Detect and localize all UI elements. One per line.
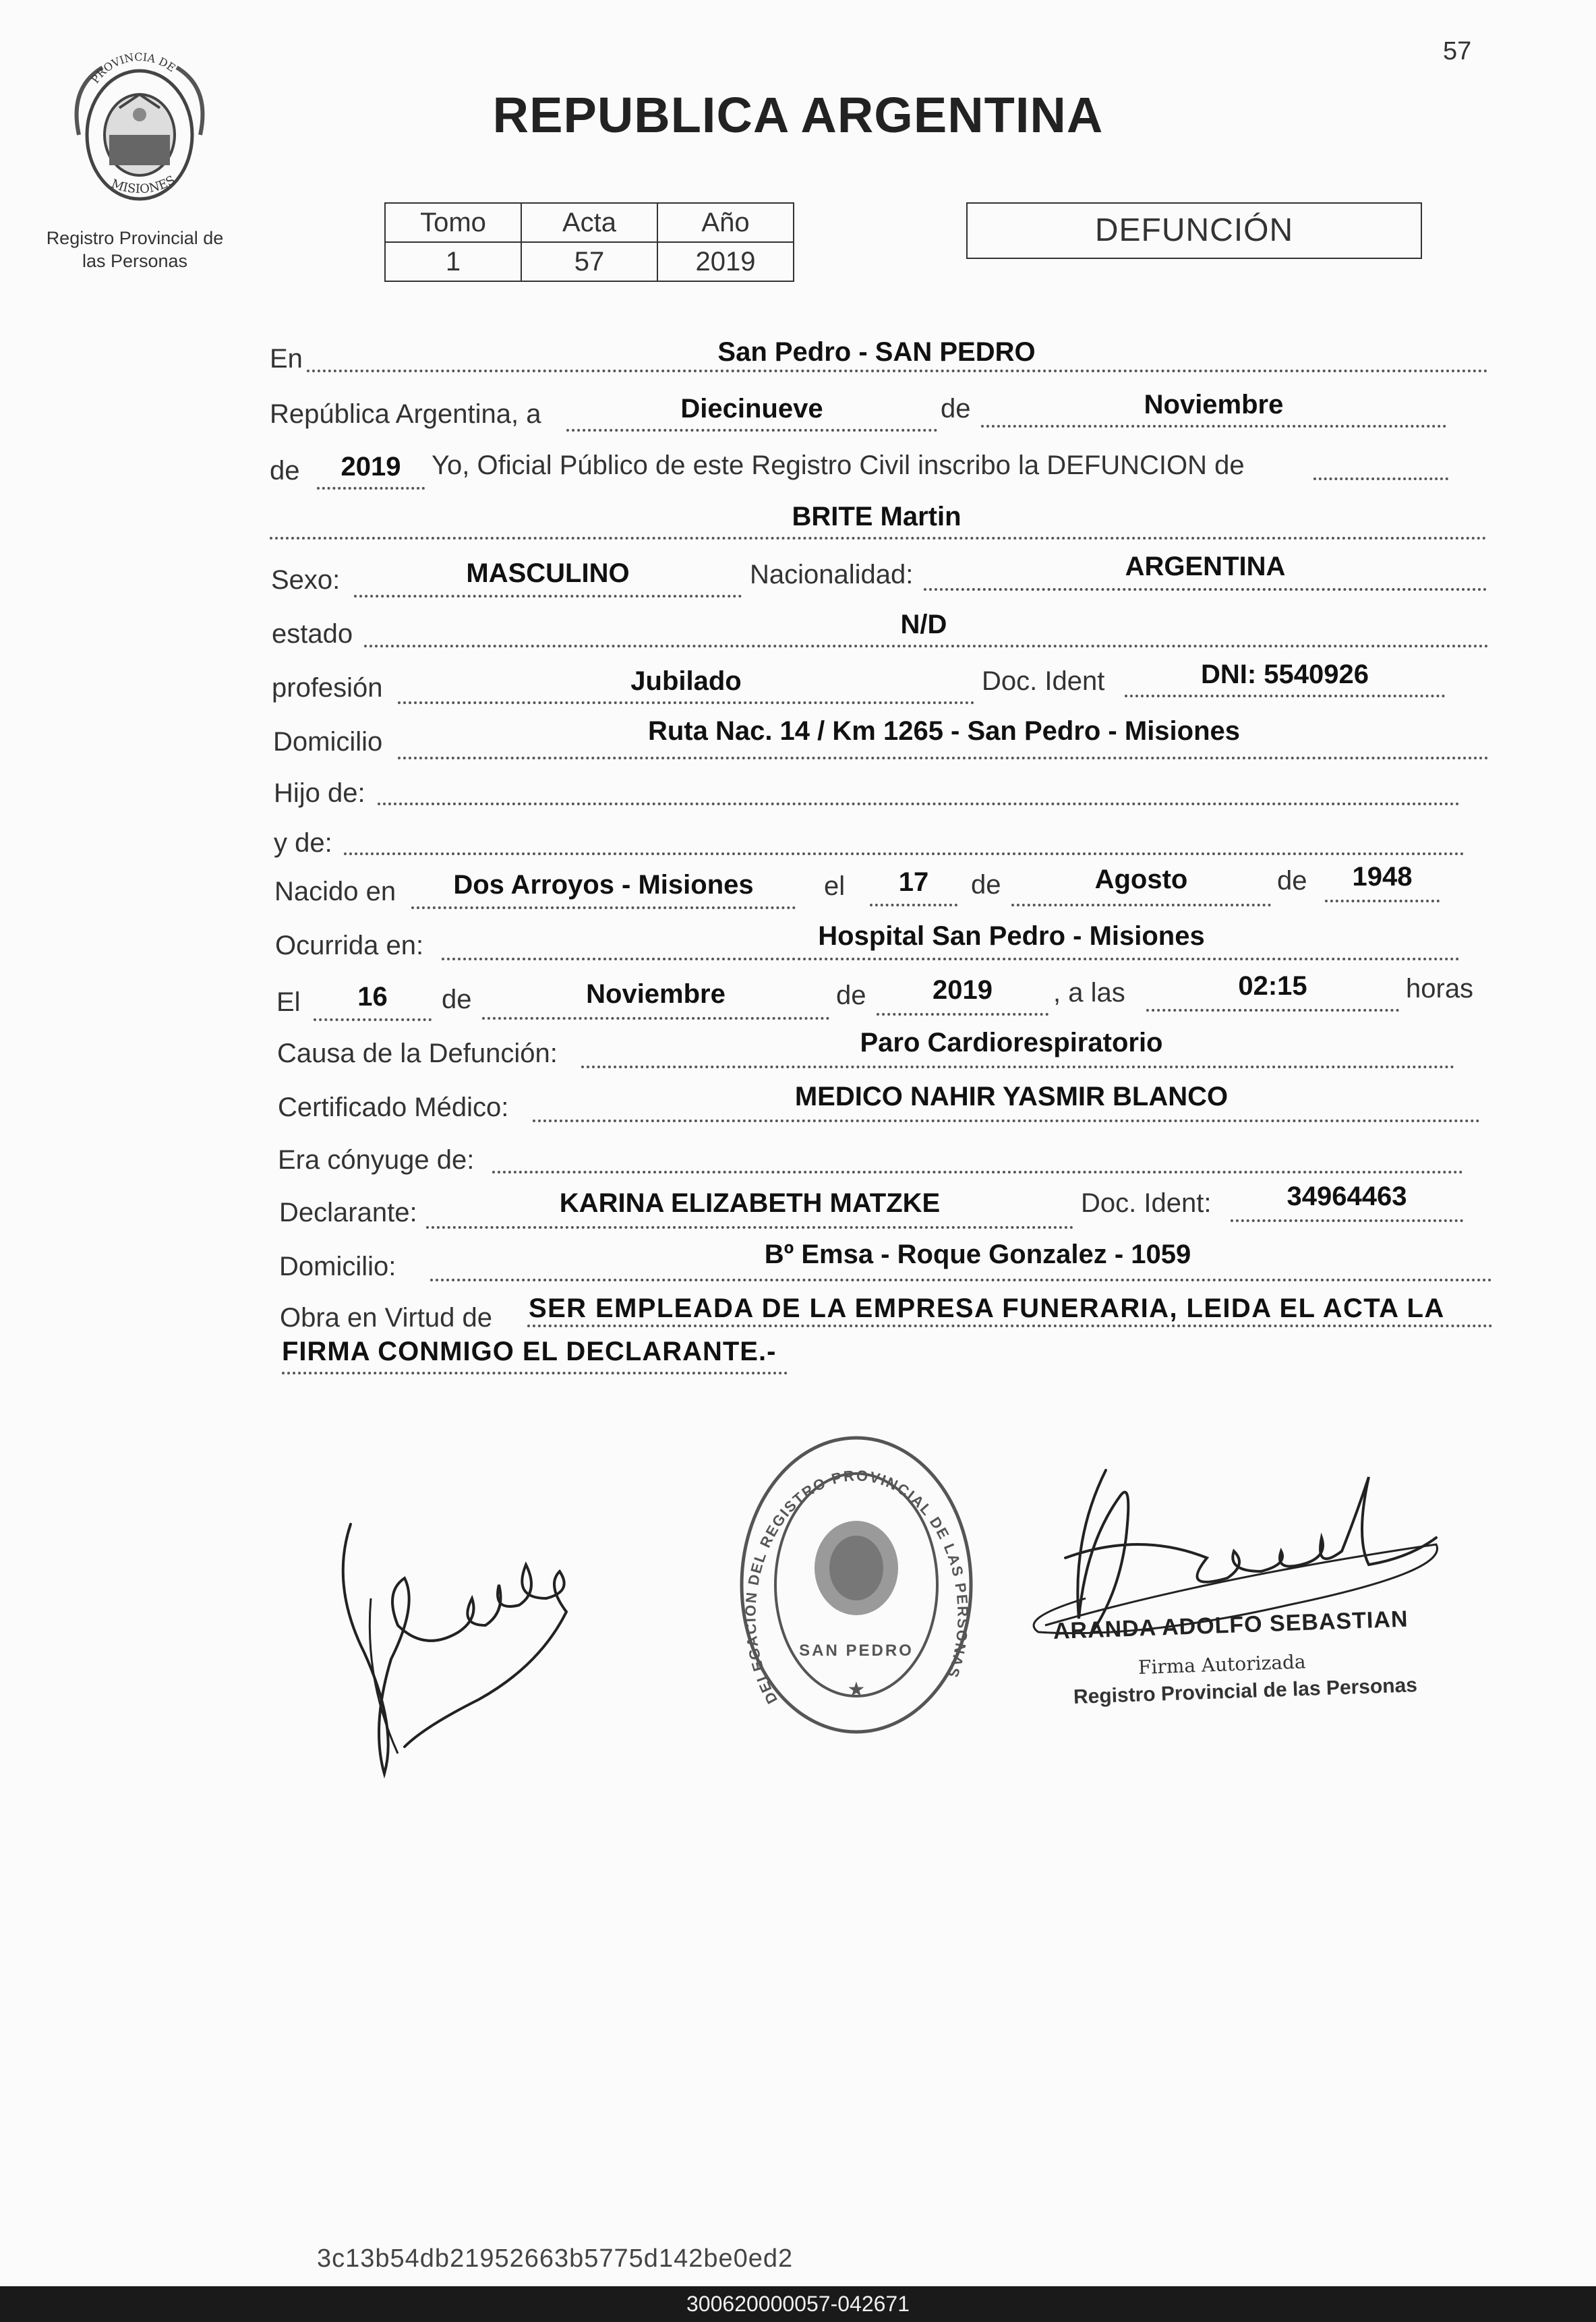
en-label: En <box>270 344 303 374</box>
estado-value: N/D <box>900 610 947 639</box>
profesion-line <box>398 701 974 704</box>
de-label: de <box>941 394 971 424</box>
birth-day-line <box>870 904 957 906</box>
place-value: San Pedro - SAN PEDRO <box>717 337 1036 367</box>
year-line <box>317 487 425 490</box>
death-day: 16 <box>357 982 388 1012</box>
republica-label: República Argentina, a <box>270 399 541 429</box>
year-value: 2019 <box>341 452 401 482</box>
yde-line <box>344 852 1465 855</box>
de-label: de <box>836 981 866 1010</box>
death-time: 02:15 <box>1238 971 1307 1001</box>
registry-stamp <box>737 1433 976 1737</box>
de-label: de <box>971 870 1001 900</box>
document-title: REPUBLICA ARGENTINA <box>492 87 1104 143</box>
obra-text-2: FIRMA CONMIGO EL DECLARANTE.- <box>282 1337 777 1366</box>
nacido-line <box>411 906 796 909</box>
causa-line <box>581 1066 1454 1068</box>
nacionalidad-line <box>924 588 1487 591</box>
certificado-line <box>533 1120 1480 1122</box>
doc-line <box>1125 695 1445 697</box>
month-line <box>981 425 1446 428</box>
place-line <box>307 370 1488 372</box>
domicilio2-value: Bº Emsa - Roque Gonzalez - 1059 <box>764 1240 1191 1269</box>
doc-value: DNI: 5540926 <box>1200 660 1369 689</box>
birth-year-line <box>1325 900 1440 902</box>
declarante-value: KARINA ELIZABETH MATZKE <box>559 1188 941 1218</box>
death-month: Noviembre <box>586 979 726 1009</box>
de-label: de <box>1277 866 1307 896</box>
death-year-line <box>877 1013 1048 1016</box>
estado-label: estado <box>272 619 353 649</box>
nacido-label: Nacido en <box>274 877 396 906</box>
declarant-signature <box>324 1504 607 1787</box>
domicilio2-label: Domicilio: <box>279 1252 396 1281</box>
sexo-line <box>354 595 742 598</box>
el-label: el <box>824 871 846 901</box>
de-label: de <box>270 456 300 486</box>
obra-label: Obra en Virtud de <box>280 1303 493 1333</box>
certificado-label: Certificado Médico: <box>278 1093 509 1122</box>
death-year: 2019 <box>933 975 993 1005</box>
birth-year: 1948 <box>1352 862 1413 892</box>
doc2-line <box>1231 1219 1463 1222</box>
official-name: ARANDA ADOLFO SEBASTIAN <box>1053 1606 1409 1644</box>
svg-text:SAN PEDRO: SAN PEDRO <box>799 1642 914 1660</box>
doc2-label: Doc. Ident: <box>1081 1188 1212 1218</box>
acta-value: 57 <box>521 242 657 281</box>
causa-label: Causa de la Defunción: <box>277 1039 558 1068</box>
page-number: 57 <box>1443 37 1472 65</box>
domicilio-value: Ruta Nac. 14 / Km 1265 - San Pedro - Misiones <box>647 716 1241 746</box>
obra-line-1 <box>527 1325 1493 1327</box>
de-label: de <box>442 985 472 1014</box>
causa-value: Paro Cardiorespiratorio <box>860 1028 1163 1057</box>
deceased-name: BRITE Martin <box>792 502 962 531</box>
nacionalidad-label: Nacionalidad: <box>750 560 914 589</box>
svg-text:DELEGACION DEL REGISTRO PROVIN: DELEGACION DEL REGISTRO PROVINCIAL DE LAS PERSONAS <box>742 1467 972 1707</box>
record-type: DEFUNCIÓN <box>966 202 1422 259</box>
official-role: Firma Autorizada <box>1137 1650 1307 1679</box>
birth-month-line <box>1011 904 1271 906</box>
obra-text-1: SER EMPLEADA DE LA EMPRESA FUNERARIA, LEIDA EL ACTA LA <box>529 1294 1445 1323</box>
domicilio-line <box>398 757 1489 759</box>
domicilio2-line <box>430 1279 1492 1281</box>
hijo-line <box>378 803 1460 805</box>
el-label: El <box>276 987 301 1017</box>
tomo-value: 1 <box>385 242 521 281</box>
estado-line <box>364 645 1489 647</box>
certificado-value: MEDICO NAHIR YASMIR BLANCO <box>794 1082 1229 1111</box>
horas-label: horas <box>1406 974 1474 1004</box>
profesion-value: Jubilado <box>630 666 742 696</box>
day-line <box>566 429 937 432</box>
ocurrida-line <box>442 958 1460 960</box>
alas-label: , a las <box>1053 978 1125 1008</box>
doc2-value: 34964463 <box>1287 1182 1407 1211</box>
nacido-value: Dos Arroyos - Misiones <box>453 870 754 900</box>
official-registry: Registro Provincial de las Personas <box>1073 1674 1418 1708</box>
nacionalidad-value: ARGENTINA <box>1125 552 1286 581</box>
month-text: Noviembre <box>1144 390 1284 419</box>
yo-line <box>1313 477 1448 480</box>
conyuge-label: Era cónyuge de: <box>278 1145 475 1175</box>
declarante-line <box>426 1226 1073 1229</box>
yo-text: Yo, Oficial Público de este Registro Civil inscribo la DEFUNCION de <box>432 451 1245 480</box>
acta-header: Acta <box>521 203 657 242</box>
document-hash: 3c13b54db21952663b5775d142be0ed2 <box>317 2244 794 2273</box>
declarante-label: Declarante: <box>279 1198 417 1227</box>
sexo-label: Sexo: <box>271 565 341 595</box>
birth-month: Agosto <box>1094 865 1188 894</box>
doc-label: Doc. Ident <box>982 666 1105 696</box>
death-day-line <box>314 1018 432 1021</box>
tomo-header: Tomo <box>385 203 521 242</box>
record-table <box>384 202 794 282</box>
conyuge-line <box>492 1171 1463 1173</box>
svg-text:MISIONES: MISIONES <box>109 173 178 197</box>
death-month-line <box>482 1017 829 1020</box>
ocurrida-label: Ocurrida en: <box>275 931 424 960</box>
svg-text:★: ★ <box>847 1679 866 1701</box>
name-line <box>270 537 1487 540</box>
anio-value: 2019 <box>657 242 794 281</box>
domicilio-label: Domicilio <box>273 727 383 757</box>
anio-header: Año <box>657 203 794 242</box>
registry-label: Registro Provincial de las Personas <box>46 228 224 271</box>
footer-code: 300620000057-042671 <box>0 2286 1596 2322</box>
obra-line-2 <box>282 1372 788 1374</box>
day-text: Diecinueve <box>680 394 823 424</box>
birth-day: 17 <box>898 867 929 897</box>
death-time-line <box>1146 1009 1399 1012</box>
yde-label: y de: <box>274 828 332 858</box>
profesion-label: profesión <box>272 673 383 703</box>
svg-text:PROVINCIA DE: PROVINCIA DE <box>88 50 178 86</box>
ocurrida-value: Hospital San Pedro - Misiones <box>818 921 1205 951</box>
hijo-label: Hijo de: <box>274 778 365 808</box>
sexo-value: MASCULINO <box>466 558 630 588</box>
